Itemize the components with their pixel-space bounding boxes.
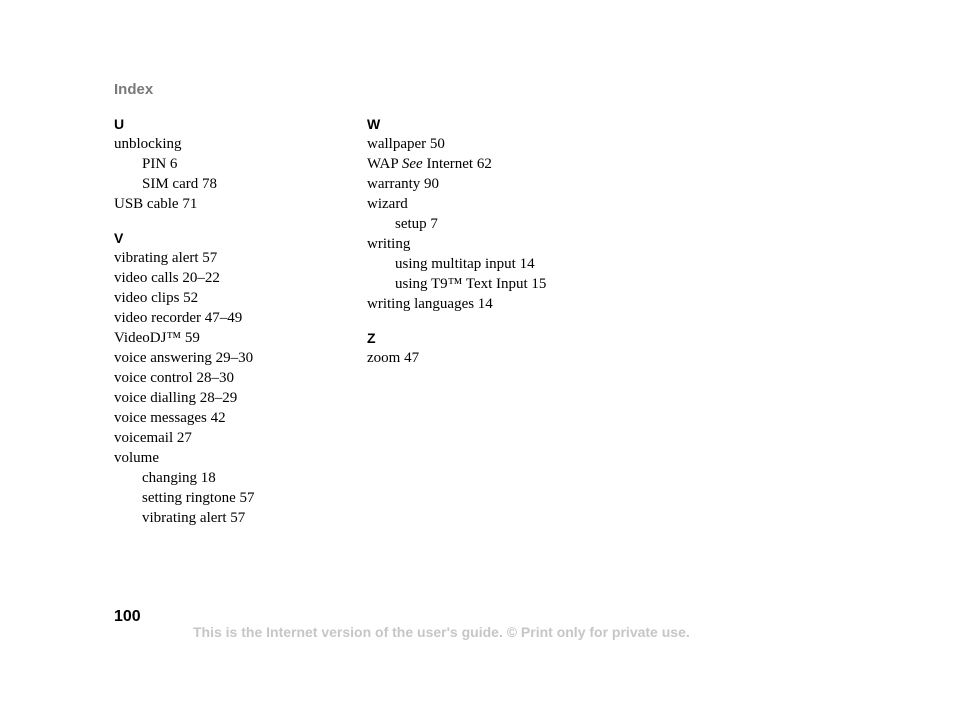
index-entry: unblocking xyxy=(114,136,182,152)
index-section xyxy=(367,114,667,314)
index-entry: writing languages 14 xyxy=(367,296,493,312)
index-entry: vibrating alert 57 xyxy=(114,250,218,266)
index-entry: wizard xyxy=(367,196,408,212)
index-section xyxy=(114,228,354,528)
index-subentry: using multitap input 14 xyxy=(395,256,535,272)
index-column-left xyxy=(114,114,354,542)
see-reference: See xyxy=(401,156,423,172)
index-entry xyxy=(367,154,667,174)
index-entry: VideoDJ™ 59 xyxy=(114,330,200,346)
index-subentry: vibrating alert 57 xyxy=(142,510,246,526)
index-subentry: SIM card 78 xyxy=(142,176,217,192)
page-header: Index xyxy=(114,81,154,98)
index-subentry: changing 18 xyxy=(142,470,216,486)
section-letter: U xyxy=(114,116,125,132)
index-entry: voice control 28–30 xyxy=(114,370,234,386)
index-subentry: setting ringtone 57 xyxy=(142,490,255,506)
entry-text: WAP xyxy=(367,156,402,172)
index-subentry: PIN 6 xyxy=(142,156,178,172)
index-entry: volume xyxy=(114,450,159,466)
index-entry: warranty 90 xyxy=(367,176,440,192)
index-entry: video calls 20–22 xyxy=(114,270,220,286)
index-entry: writing xyxy=(367,236,411,252)
index-section xyxy=(114,114,354,214)
index-entry: zoom 47 xyxy=(367,350,420,366)
section-letter: Z xyxy=(367,330,376,346)
index-entry: video recorder 47–49 xyxy=(114,310,243,326)
index-entry: voice dialling 28–29 xyxy=(114,390,238,406)
index-column-right xyxy=(367,114,667,382)
footer-notice: This is the Internet version of the user's guide. © Print only for private use. xyxy=(193,624,690,640)
entry-text-rest: Internet 62 xyxy=(422,156,492,172)
section-letter: W xyxy=(367,116,381,132)
index-subentry: setup 7 xyxy=(395,216,438,232)
index-entry: USB cable 71 xyxy=(114,196,198,212)
index-section xyxy=(367,328,667,368)
index-subentry: using T9™ Text Input 15 xyxy=(395,276,547,292)
page-number: 100 xyxy=(114,608,141,625)
index-entry: voicemail 27 xyxy=(114,430,192,446)
index-entry: voice messages 42 xyxy=(114,410,226,426)
index-entry: voice answering 29–30 xyxy=(114,350,254,366)
index-entry: video clips 52 xyxy=(114,290,199,306)
section-letter: V xyxy=(114,230,124,246)
index-entry: wallpaper 50 xyxy=(367,136,445,152)
